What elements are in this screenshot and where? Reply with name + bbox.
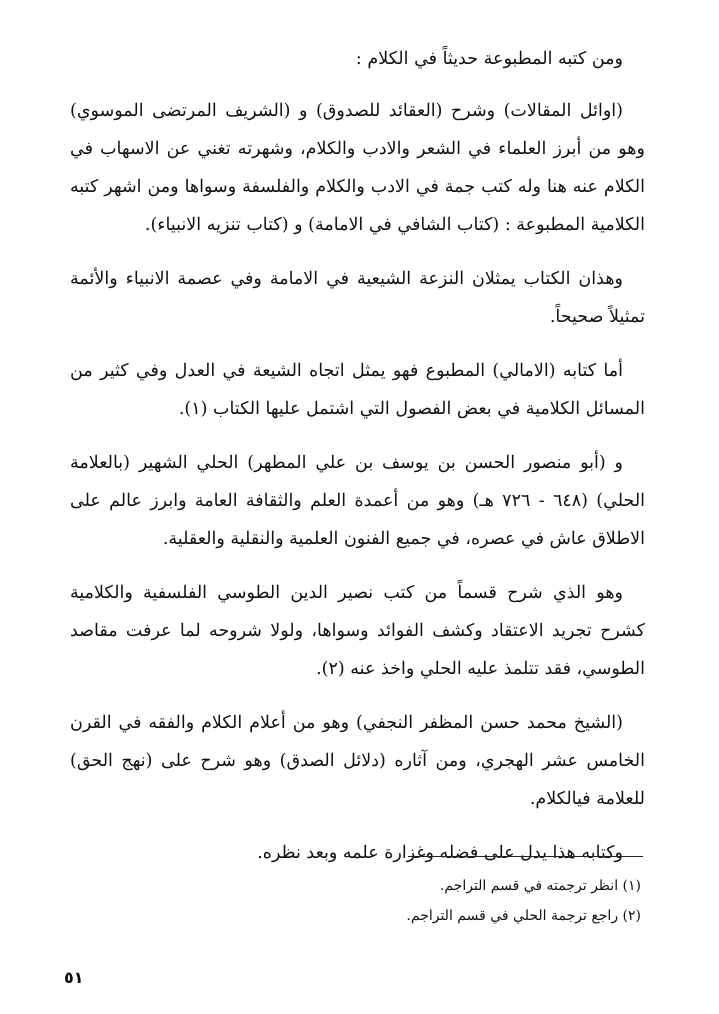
document-body <box>70 40 645 872</box>
intro-line: ومن كتبه المطبوعة حديثاً في الكلام : <box>355 49 623 69</box>
paragraph-5: وهو الذي شرح قسماً من كتب نصير الدين الطوسي الفلسفية والكلامية كشرح تجريد الاعتقاد وكشف الفوائد وسواها، ولولا شروحه لما عرفت مقاصد الطوسي، فقد تتلمذ عليه الحلي واخذ عنه (٢). <box>70 583 645 679</box>
paragraph-2: وهذان الكتاب يمثلان النزعة الشيعية في الامامة وفي عصمة الانبياء والأئمة تمثيلاً صحيحاً. <box>70 269 645 327</box>
page-number: ٥١ <box>64 968 84 987</box>
footnote-divider <box>408 856 643 857</box>
paragraph-3: أما كتابه (الامالي) المطبوع فهو يمثل اتجاه الشيعة في العدل وفي كثير من المسائل الكلامية في بعض الفصول التي اشتمل عليها الكتاب (١). <box>70 361 645 419</box>
footnote-1: (١) انظر ترجمته في قسم التراجم. <box>439 878 641 894</box>
paragraph-4: و (أبو منصور الحسن بن يوسف بن علي المطهر) الحلي الشهير (بالعلامة الحلي) (٦٤٨ - ٧٢٦ هـ) وهو من أعمدة العلم والثقافة العامة وابرز عالم على الاطلاق عاش في عصره، في جميع الفنون العلمية والنقلية والعقلية. <box>70 453 646 549</box>
footnotes-section <box>70 856 645 931</box>
paragraph-7: وكتابه هذا يدل على فضله وغزارة علمه وبعد نظره. <box>257 843 623 863</box>
paragraph-1: (اوائل المقالات) وشرح (العقائد للصدوق) و (الشريف المرتضى الموسوي) وهو من أبرز العلماء في الشعر والادب والكلام، وشهرته تغني عن الاسهاب في الكلام عنه هنا وله كتب جمة في الادب والكلام والفلسفة وسواها ومن اشهر كتبه الكلامية المطبوعة : (كتاب الشافي في الامامة) و (كتاب تنزيه الانبياء). <box>70 101 645 235</box>
paragraph-6: (الشيخ محمد حسن المظفر النجفي) وهو من أعلام الكلام والفقه في القرن الخامس عشر الهجري، ومن آثاره (دلائل الصدق) وهو شرح على (نهج الحق) للعلامة فيالكلام. <box>70 713 645 809</box>
footnote-2: (٢) راجع ترجمة الحلي في قسم التراجم. <box>406 908 641 924</box>
